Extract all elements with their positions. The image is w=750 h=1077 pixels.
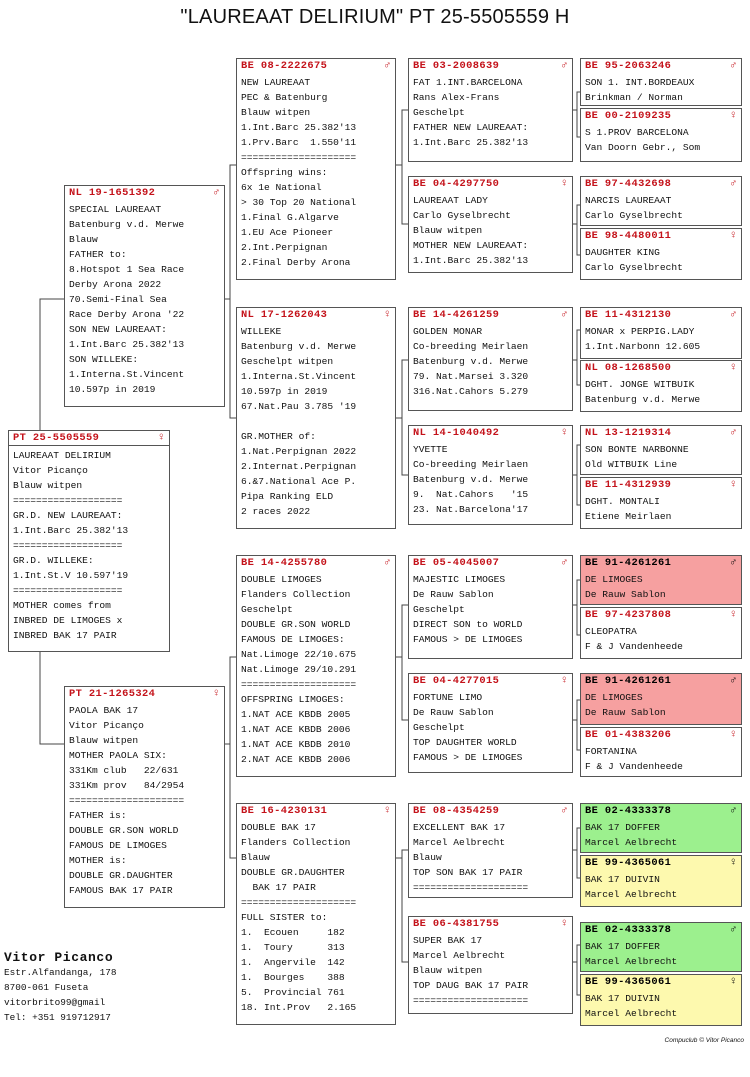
pigeon-details xyxy=(237,570,395,767)
ring-number: BE 02-4333378 xyxy=(585,805,672,817)
gen5-card[interactable] xyxy=(580,922,742,972)
gen5-card[interactable] xyxy=(580,58,742,106)
detail-line: 2 races 2022 xyxy=(241,506,311,517)
detail-line: Pipa Ranking ELD xyxy=(241,491,334,502)
footer-credit: Compuclub © Vitor Picanco xyxy=(664,1037,744,1044)
ring-number: BE 97-4432698 xyxy=(585,178,672,190)
gen5-card[interactable] xyxy=(580,477,742,529)
owner-name: Vitor Picanco xyxy=(4,950,114,965)
detail-line: DE LIMOGES xyxy=(585,692,643,703)
detail-line: =================== xyxy=(13,585,123,596)
detail-line: Carlo Gyselbrecht xyxy=(585,262,683,273)
detail-line: 316.Nat.Cahors 5.279 xyxy=(413,386,529,397)
detail-line: DAUGHTER KING xyxy=(585,247,660,258)
female-icon: ♀ xyxy=(729,729,737,741)
ring-number: BE 01-4383206 xyxy=(585,729,672,741)
ring-number: BE 05-4045007 xyxy=(413,557,500,569)
detail-line: 1.Interna.St.Vincent xyxy=(241,371,357,382)
detail-line: S 1.PROV BARCELONA xyxy=(585,127,689,138)
detail-line: F & J Vandenheede xyxy=(585,761,683,772)
pigeon-details xyxy=(581,492,741,524)
detail-line: Flanders Collection xyxy=(241,837,351,848)
detail-line: De Rauw Sablon xyxy=(585,707,666,718)
detail-line: 331Km club 22/631 xyxy=(69,765,179,776)
detail-line: FATHER NEW LAUREAAT: xyxy=(413,122,529,133)
male-icon: ♂ xyxy=(560,309,568,321)
detail-line: Geschelpt xyxy=(241,604,293,615)
detail-line: TOP DAUGHTER WORLD xyxy=(413,737,517,748)
detail-line: 1.Int.Barc 25.382'13 xyxy=(69,339,185,350)
male-icon: ♂ xyxy=(729,675,737,687)
detail-line: Race Derby Arona '22 xyxy=(69,309,185,320)
detail-line: Blauw xyxy=(413,852,442,863)
ring-number: BE 95-2063246 xyxy=(585,60,672,72)
owner-phone: Tel: +351 919712917 xyxy=(4,1012,111,1023)
detail-line: FAMOUS DE LIMOGES: xyxy=(241,634,345,645)
pigeon-details xyxy=(581,937,741,969)
pigeon-details xyxy=(581,123,741,155)
detail-line: 1.Int.Barc 25.382'13 xyxy=(13,525,129,536)
pigeon-details xyxy=(409,931,572,1008)
ring-number: BE 04-4277015 xyxy=(413,675,500,687)
male-icon: ♂ xyxy=(729,178,737,190)
pigeon-details xyxy=(409,818,572,895)
detail-line: 1.NAT ACE KBDB 2006 xyxy=(241,724,351,735)
pigeon-details xyxy=(9,446,169,643)
detail-line: Carlo Gyselbrecht xyxy=(585,210,683,221)
detail-line: PEC & Batenburg xyxy=(241,92,328,103)
detail-line: LAUREAAT DELIRIUM xyxy=(13,450,111,461)
detail-line: DOUBLE LIMOGES xyxy=(241,574,322,585)
ring-number: BE 11-4312939 xyxy=(585,479,672,491)
pigeon-details xyxy=(581,570,741,602)
ring-number: PT 21-1265324 xyxy=(69,688,156,700)
gen5-card[interactable] xyxy=(580,855,742,907)
detail-line: Vitor Picanço xyxy=(13,465,88,476)
pigeon-details xyxy=(409,322,572,399)
pigeon-details xyxy=(581,73,741,105)
dam-dam-card[interactable] xyxy=(236,803,396,1025)
detail-line: 1.Int.Barc 25.382'13 xyxy=(413,137,529,148)
detail-line: Blauw witpen xyxy=(69,735,139,746)
detail-line: Carlo Gyselbrecht xyxy=(413,210,511,221)
detail-line: Blauw xyxy=(69,234,98,245)
ring-number: BE 91-4261261 xyxy=(585,557,672,569)
detail-line: 6x 1e National xyxy=(241,182,322,193)
male-icon: ♂ xyxy=(729,805,737,817)
ring-number: BE 08-2222675 xyxy=(241,60,328,72)
detail-line: 1.Int.Narbonn 12.605 xyxy=(585,341,701,352)
male-icon: ♂ xyxy=(383,557,391,569)
detail-line: MONAR x PERPIG.LADY xyxy=(585,326,695,337)
subject-card[interactable] xyxy=(8,430,170,652)
detail-line: 1.NAT ACE KBDB 2005 xyxy=(241,709,351,720)
male-icon: ♂ xyxy=(729,427,737,439)
detail-line: NARCIS LAUREAAT xyxy=(585,195,672,206)
owner-postal: 8700-061 Fuseta xyxy=(4,982,89,993)
detail-line: Batenburg v.d. Merwe xyxy=(413,474,529,485)
detail-line: GR.D. WILLEKE: xyxy=(13,555,94,566)
detail-line: YVETTE xyxy=(413,444,448,455)
detail-line: MOTHER NEW LAUREAAT: xyxy=(413,240,529,251)
detail-line: Nat.Limoge 29/10.291 xyxy=(241,664,357,675)
detail-line: OFFSPRING LIMOGES: xyxy=(241,694,345,705)
detail-line: FORTUNE LIMO xyxy=(413,692,483,703)
detail-line: ==================== xyxy=(69,795,185,806)
ring-number: BE 03-2008639 xyxy=(413,60,500,72)
detail-line: Blauw xyxy=(241,852,270,863)
detail-line: 1.Interna.St.Vincent xyxy=(69,369,185,380)
pigeon-details xyxy=(581,322,741,354)
detail-line: 1.NAT ACE KBDB 2010 xyxy=(241,739,351,750)
female-icon: ♀ xyxy=(560,178,568,190)
gen4-card[interactable] xyxy=(408,803,573,898)
detail-line: Flanders Collection xyxy=(241,589,351,600)
detail-line: DOUBLE GR.DAUGHTER xyxy=(69,870,173,881)
owner-address: Estr.Alfandanga, 178 xyxy=(4,967,117,978)
gen5-card[interactable] xyxy=(580,228,742,280)
detail-line: 70.Semi-Final Sea xyxy=(69,294,167,305)
ring-number: BE 91-4261261 xyxy=(585,675,672,687)
male-icon: ♂ xyxy=(729,557,737,569)
detail-line: FAMOUS DE LIMOGES xyxy=(69,840,167,851)
detail-line: 1. Angervile 142 xyxy=(241,957,345,968)
detail-line: NEW LAUREAAT xyxy=(241,77,311,88)
pigeon-details xyxy=(581,989,741,1021)
detail-line: DOUBLE BAK 17 xyxy=(241,822,316,833)
ring-number: NL 13-1219314 xyxy=(585,427,672,439)
detail-line: FAMOUS > DE LIMOGES xyxy=(413,634,523,645)
detail-line: CLEOPATRA xyxy=(585,626,637,637)
detail-line: 8.Hotspot 1 Sea Race xyxy=(69,264,185,275)
detail-line: Derby Arona 2022 xyxy=(69,279,162,290)
detail-line: SON NEW LAUREAAT: xyxy=(69,324,167,335)
detail-line: Rans Alex-Frans xyxy=(413,92,500,103)
detail-line: 1.Int.Barc 25.382'13 xyxy=(241,122,357,133)
detail-line: Marcel Aelbrecht xyxy=(585,1008,678,1019)
female-icon: ♀ xyxy=(729,857,737,869)
gen4-card[interactable] xyxy=(408,555,573,659)
pigeon-details xyxy=(409,440,572,517)
ring-number: BE 02-4333378 xyxy=(585,924,672,936)
detail-line: Old WITBUIK Line xyxy=(585,459,678,470)
ring-number: BE 08-4354259 xyxy=(413,805,500,817)
ring-number: BE 99-4365061 xyxy=(585,976,672,988)
detail-line: SON BONTE NARBONNE xyxy=(585,444,689,455)
detail-line: Batenburg v.d. Merwe xyxy=(241,341,357,352)
pigeon-details xyxy=(581,688,741,720)
dam-card[interactable] xyxy=(64,686,225,908)
detail-line: 1. Bourges 388 xyxy=(241,972,345,983)
detail-line: TOP SON BAK 17 PAIR xyxy=(413,867,523,878)
detail-line: BAK 17 DOFFER xyxy=(585,941,660,952)
detail-line: MOTHER comes from xyxy=(13,600,111,611)
detail-line: Marcel Aelbrecht xyxy=(585,837,678,848)
ring-number: PT 25-5505559 xyxy=(13,432,100,444)
detail-line: ==================== xyxy=(241,897,357,908)
female-icon: ♀ xyxy=(729,362,737,374)
owner-info xyxy=(4,950,117,1025)
sire-card[interactable] xyxy=(64,185,225,407)
detail-line: 1.Nat.Perpignan 2022 xyxy=(241,446,357,457)
gen5-card[interactable] xyxy=(580,974,742,1026)
detail-line: DOUBLE GR.SON WORLD xyxy=(69,825,179,836)
detail-line: Blauw witpen xyxy=(241,107,311,118)
gen5-card[interactable] xyxy=(580,673,742,725)
pigeon-details xyxy=(581,742,741,774)
detail-line: Nat.Limoge 22/10.675 xyxy=(241,649,357,660)
detail-line: ==================== xyxy=(413,995,529,1006)
male-icon: ♂ xyxy=(729,309,737,321)
detail-line: Batenburg v.d. Merwe xyxy=(69,219,185,230)
detail-line: 5. Provincial 761 xyxy=(241,987,345,998)
gen5-card[interactable] xyxy=(580,425,742,475)
detail-line: 1.Final G.Algarve xyxy=(241,212,339,223)
detail-line: 1.Prv.Barc 1.550'11 xyxy=(241,137,357,148)
detail-line: BAK 17 DUIVIN xyxy=(585,993,660,1004)
detail-line: INBRED BAK 17 PAIR xyxy=(13,630,117,641)
male-icon: ♂ xyxy=(560,557,568,569)
detail-line: TOP DAUG BAK 17 PAIR xyxy=(413,980,529,991)
detail-line: FAMOUS BAK 17 PAIR xyxy=(69,885,173,896)
gen4-card[interactable] xyxy=(408,916,573,1014)
detail-line: Marcel Aelbrecht xyxy=(413,837,506,848)
detail-line: =================== xyxy=(13,540,123,551)
detail-line: Marcel Aelbrecht xyxy=(413,950,506,961)
detail-line: Co-breeding Meirlaen xyxy=(413,459,529,470)
detail-line: Marcel Aelbrecht xyxy=(585,956,678,967)
detail-line: 2.Internat.Perpignan xyxy=(241,461,357,472)
ring-number: NL 19-1651392 xyxy=(69,187,156,199)
female-icon: ♀ xyxy=(383,805,391,817)
ring-number: BE 98-4480011 xyxy=(585,230,672,242)
detail-line: 9. Nat.Cahors '15 xyxy=(413,489,529,500)
detail-line: Co-breeding Meirlaen xyxy=(413,341,529,352)
ring-number: BE 11-4312130 xyxy=(585,309,672,321)
pigeon-details xyxy=(409,570,572,647)
detail-line: MAJESTIC LIMOGES xyxy=(413,574,506,585)
pigeon-details xyxy=(581,818,741,850)
gen5-card[interactable] xyxy=(580,360,742,412)
pigeon-details xyxy=(581,243,741,275)
gen5-card[interactable] xyxy=(580,803,742,853)
gen4-card[interactable] xyxy=(408,176,573,273)
detail-line: DIRECT SON to WORLD xyxy=(413,619,523,630)
detail-line: FATHER to: xyxy=(69,249,127,260)
detail-line: DGHT. MONTALI xyxy=(585,496,660,507)
detail-line: SON 1. INT.BORDEAUX xyxy=(585,77,695,88)
pigeon-details xyxy=(65,200,224,397)
detail-line: Blauw witpen xyxy=(413,965,483,976)
sire-sire-card[interactable] xyxy=(236,58,396,280)
detail-line: DE LIMOGES xyxy=(585,574,643,585)
detail-line: INBRED DE LIMOGES x xyxy=(13,615,123,626)
detail-line: De Rauw Sablon xyxy=(413,589,494,600)
gen4-card[interactable] xyxy=(408,307,573,411)
detail-line: ==================== xyxy=(413,882,529,893)
detail-line: DOUBLE GR.SON WORLD xyxy=(241,619,351,630)
detail-line: Blauw witpen xyxy=(413,225,483,236)
detail-line: Etiene Meirlaen xyxy=(585,511,672,522)
female-icon: ♀ xyxy=(729,609,737,621)
ring-number: BE 16-4230131 xyxy=(241,805,328,817)
detail-line: MOTHER PAOLA SIX: xyxy=(69,750,167,761)
detail-line: De Rauw Sablon xyxy=(585,589,666,600)
female-icon: ♀ xyxy=(383,309,391,321)
detail-line: PAOLA BAK 17 xyxy=(69,705,139,716)
detail-line: Brinkman / Norman xyxy=(585,92,683,103)
pigeon-details xyxy=(581,191,741,223)
pigeon-details xyxy=(237,73,395,270)
detail-line: BAK 17 DUIVIN xyxy=(585,874,660,885)
detail-line: EXCELLENT BAK 17 xyxy=(413,822,506,833)
detail-line: DGHT. JONGE WITBUIK xyxy=(585,379,695,390)
detail-line: 23. Nat.Barcelona'17 xyxy=(413,504,529,515)
pigeon-details xyxy=(581,622,741,654)
ring-number: NL 08-1268500 xyxy=(585,362,672,374)
detail-line: MOTHER is: xyxy=(69,855,127,866)
dam-sire-card[interactable] xyxy=(236,555,396,777)
detail-line: Geschelpt xyxy=(413,604,465,615)
detail-line: DOUBLE GR.DAUGHTER xyxy=(241,867,345,878)
ring-number: NL 17-1262043 xyxy=(241,309,328,321)
detail-line: =================== xyxy=(13,495,123,506)
detail-line: Geschelpt witpen xyxy=(241,356,334,367)
detail-line: 331Km prov 84/2954 xyxy=(69,780,185,791)
female-icon: ♀ xyxy=(729,230,737,242)
male-icon: ♂ xyxy=(383,60,391,72)
male-icon: ♂ xyxy=(729,60,737,72)
pigeon-details xyxy=(409,191,572,268)
detail-line: 6.&7.National Ace P. xyxy=(241,476,357,487)
detail-line: GR.MOTHER of: xyxy=(241,431,316,442)
gen4-card[interactable] xyxy=(408,425,573,525)
detail-line: SUPER BAK 17 xyxy=(413,935,483,946)
detail-line: 2.NAT ACE KBDB 2006 xyxy=(241,754,351,765)
female-icon: ♀ xyxy=(560,427,568,439)
detail-line: BAK 17 PAIR xyxy=(241,882,316,893)
ring-number: NL 14-1040492 xyxy=(413,427,500,439)
detail-line: ==================== xyxy=(241,679,357,690)
male-icon: ♂ xyxy=(560,60,568,72)
detail-line: SPECIAL LAUREAAT xyxy=(69,204,162,215)
gen5-card[interactable] xyxy=(580,727,742,777)
pigeon-details xyxy=(65,701,224,898)
pigeon-details xyxy=(581,375,741,407)
pigeon-details xyxy=(409,73,572,150)
female-icon: ♀ xyxy=(560,675,568,687)
pigeon-details xyxy=(581,440,741,472)
detail-line: 1.Int.Barc 25.382'13 xyxy=(413,255,529,266)
gen4-card[interactable] xyxy=(408,58,573,162)
gen4-card[interactable] xyxy=(408,673,573,773)
detail-line: ==================== xyxy=(241,152,357,163)
detail-line: BAK 17 DOFFER xyxy=(585,822,660,833)
detail-line: 1. Toury 313 xyxy=(241,942,345,953)
ring-number: BE 14-4255780 xyxy=(241,557,328,569)
male-icon: ♂ xyxy=(212,187,220,199)
detail-line: Marcel Aelbrecht xyxy=(585,889,678,900)
female-icon: ♀ xyxy=(729,110,737,122)
detail-line: Van Doorn Gebr., Som xyxy=(585,142,701,153)
detail-line: GOLDEN MONAR xyxy=(413,326,483,337)
female-icon: ♀ xyxy=(560,918,568,930)
female-icon: ♀ xyxy=(212,688,220,700)
detail-line: 2.Int.Perpignan xyxy=(241,242,328,253)
detail-line: 10.597p in 2019 xyxy=(69,384,156,395)
detail-line: Vitor Picanço xyxy=(69,720,144,731)
detail-line: 67.Nat.Pau 3.785 '19 xyxy=(241,401,357,412)
detail-line: F & J Vandenheede xyxy=(585,641,683,652)
detail-line: FAMOUS > DE LIMOGES xyxy=(413,752,523,763)
detail-line: SON WILLEKE: xyxy=(69,354,139,365)
detail-line: 1.EU Ace Pioneer xyxy=(241,227,334,238)
detail-line: > 30 Top 20 National xyxy=(241,197,357,208)
detail-line: 1.Int.St.V 10.597'19 xyxy=(13,570,129,581)
detail-line: 1. Ecouen 182 xyxy=(241,927,345,938)
detail-line: 18. Int.Prov 2.165 xyxy=(241,1002,357,1013)
gen5-card[interactable] xyxy=(580,555,742,605)
ring-number: BE 04-4297750 xyxy=(413,178,500,190)
pigeon-details xyxy=(581,870,741,902)
detail-line: Geschelpt xyxy=(413,722,465,733)
detail-line: WILLEKE xyxy=(241,326,282,337)
detail-line: LAUREAAT LADY xyxy=(413,195,488,206)
gen5-card[interactable] xyxy=(580,108,742,162)
female-icon: ♀ xyxy=(157,432,165,444)
detail-line: Geschelpt xyxy=(413,107,465,118)
ring-number: BE 97-4237808 xyxy=(585,609,672,621)
detail-line: FAT 1.INT.BARCELONA xyxy=(413,77,523,88)
sire-dam-card[interactable] xyxy=(236,307,396,529)
ring-number: BE 14-4261259 xyxy=(413,309,500,321)
pigeon-details xyxy=(237,818,395,1015)
gen5-card[interactable] xyxy=(580,607,742,659)
detail-line: GR.D. NEW LAUREAAT: xyxy=(13,510,123,521)
detail-line: FATHER is: xyxy=(69,810,127,821)
detail-line: FULL SISTER to: xyxy=(241,912,328,923)
detail-line: Blauw witpen xyxy=(13,480,83,491)
detail-line: Batenburg v.d. Merwe xyxy=(413,356,529,367)
owner-email: vitorbrito99@gmail xyxy=(4,997,106,1008)
gen5-card[interactable] xyxy=(580,176,742,226)
detail-line: Offspring wins: xyxy=(241,167,328,178)
male-icon: ♂ xyxy=(729,924,737,936)
detail-line: 10.597p in 2019 xyxy=(241,386,328,397)
female-icon: ♀ xyxy=(729,479,737,491)
gen5-card[interactable] xyxy=(580,307,742,359)
female-icon: ♀ xyxy=(729,976,737,988)
detail-line: 2.Final Derby Arona xyxy=(241,257,351,268)
pigeon-details xyxy=(409,688,572,765)
detail-line: De Rauw Sablon xyxy=(413,707,494,718)
page-title: "LAUREAAT DELIRIUM" PT 25-5505559 H xyxy=(180,6,570,28)
detail-line xyxy=(241,414,391,429)
ring-number: BE 06-4381755 xyxy=(413,918,500,930)
detail-line: FORTANINA xyxy=(585,746,637,757)
detail-line: 79. Nat.Marsei 3.320 xyxy=(413,371,529,382)
male-icon: ♂ xyxy=(560,805,568,817)
detail-line: Batenburg v.d. Merwe xyxy=(585,394,701,405)
ring-number: BE 00-2109235 xyxy=(585,110,672,122)
ring-number: BE 99-4365061 xyxy=(585,857,672,869)
pigeon-details xyxy=(237,322,395,519)
